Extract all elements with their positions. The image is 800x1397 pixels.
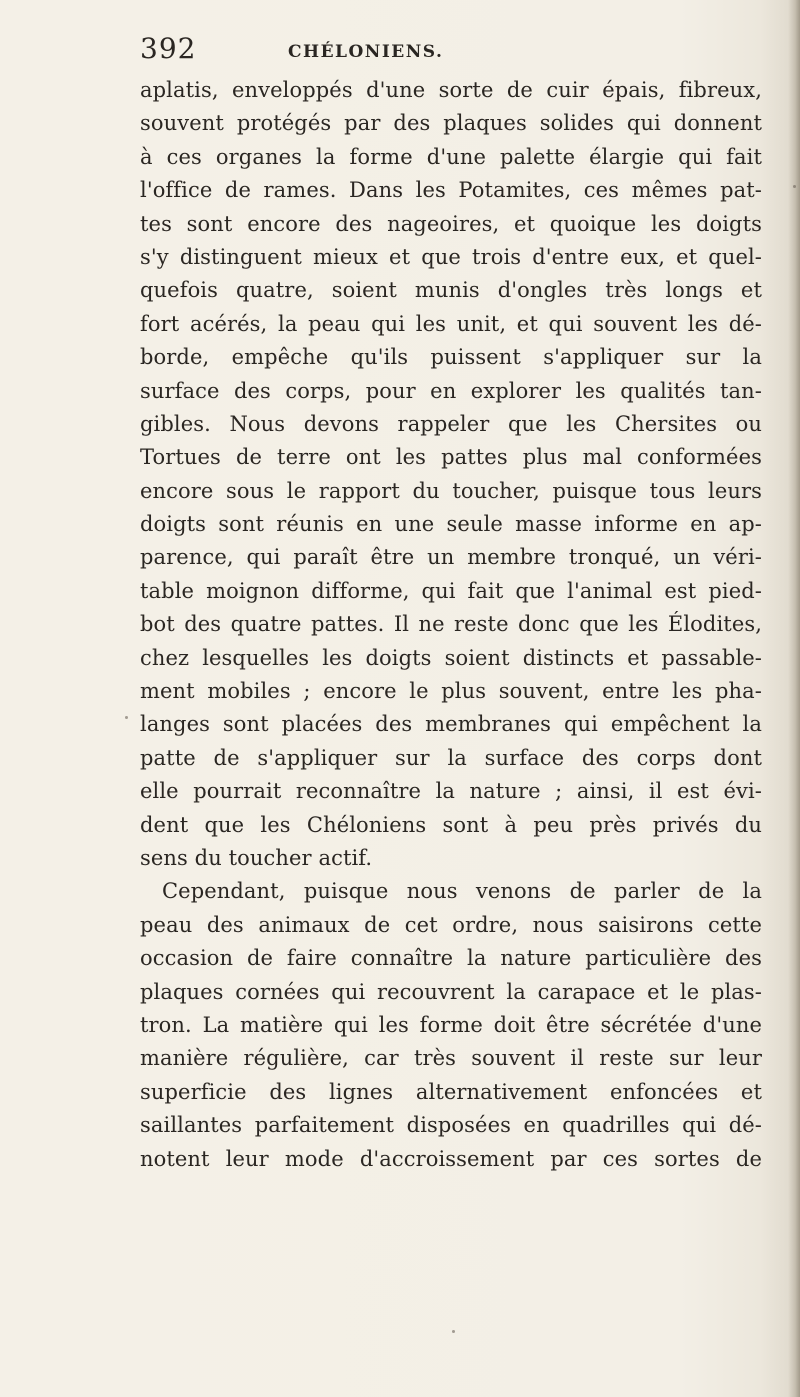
text-line: borde, empêche qu'ils puissent s'appliquer sur la [140,345,762,370]
text-line: sens du toucher actif. [140,845,373,870]
paragraph-start-line: Cependant, puisque nous venons de parler de la [162,879,762,904]
text-line: ment mobiles ; encore le plus souvent, entre les pha- [140,679,762,704]
text-line: dent que les Chéloniens sont à peu près privés du [140,812,762,837]
text-line: tron. La matière qui les forme doit être sécrétée d'une [140,1012,762,1037]
text-line: s'y distinguent mieux et que trois d'entre eux, et quel- [140,244,762,269]
text-line: tes sont encore des nageoires, et quoique les doigts [140,211,762,236]
text-line: superficie des lignes alternativement enfoncées et [140,1079,762,1104]
page-edge-shadow [788,0,800,1397]
running-title: CHÉLONIENS. [288,42,444,62]
text-line: aplatis, enveloppés d'une sorte de cuir épais, fibreux, [140,78,762,102]
text-line: occasion de faire connaître la nature particulière des [140,946,762,971]
text-line: patte de s'appliquer sur la surface des corps dont [140,745,762,770]
text-line: bot des quatre pattes. Il ne reste donc que les Élodites, [140,612,762,637]
text-line: plaques cornées qui recouvrent la carapace et le plas- [140,979,762,1004]
text-line: notent leur mode d'accroissement par ces sortes de [140,1146,762,1171]
text-line: doigts sont réunis en une seule masse informe en ap- [140,512,762,537]
text-line: peau des animaux de cet ordre, nous saisirons cette [140,912,762,937]
paper-speck [793,185,796,188]
text-line: gibles. Nous devons rappeler que les Chersites ou [140,411,762,436]
text-line: encore sous le rapport du toucher, puisque tous leurs [140,478,762,503]
text-line: à ces organes la forme d'une palette élargie qui fait [140,144,762,169]
text-line: saillantes parfaitement disposées en quadrilles qui dé- [140,1113,762,1138]
text-line: Tortues de terre ont les pattes plus mal conformées [140,445,762,470]
text-line: table moignon difforme, qui fait que l'animal est pied- [140,578,762,603]
text-line: elle pourrait reconnaître la nature ; ainsi, il est évi- [140,779,762,804]
text-line: l'office de rames. Dans les Potamites, ces mêmes pat- [140,178,762,203]
body-text [140,74,762,1176]
text-line: surface des corps, pour en explorer les qualités tan- [140,378,762,403]
text-line: langes sont placées des membranes qui empêchent la [140,712,762,737]
text-line: manière régulière, car très souvent il reste sur leur [140,1046,762,1071]
page-header [140,32,760,72]
text-line: parence, qui paraît être un membre tronqué, un véri- [140,545,762,570]
text-line: fort acérés, la peau qui les unit, et qui souvent les dé- [140,311,762,336]
text-line: quefois quatre, soient munis d'ongles très longs et [140,278,762,303]
text-line: chez lesquelles les doigts soient distincts et passable- [140,645,762,670]
paper-speck [452,1330,455,1333]
paper-speck [125,716,128,719]
text-line: souvent protégés par des plaques solides qui donnent [140,111,762,136]
page-number: 392 [140,32,197,65]
